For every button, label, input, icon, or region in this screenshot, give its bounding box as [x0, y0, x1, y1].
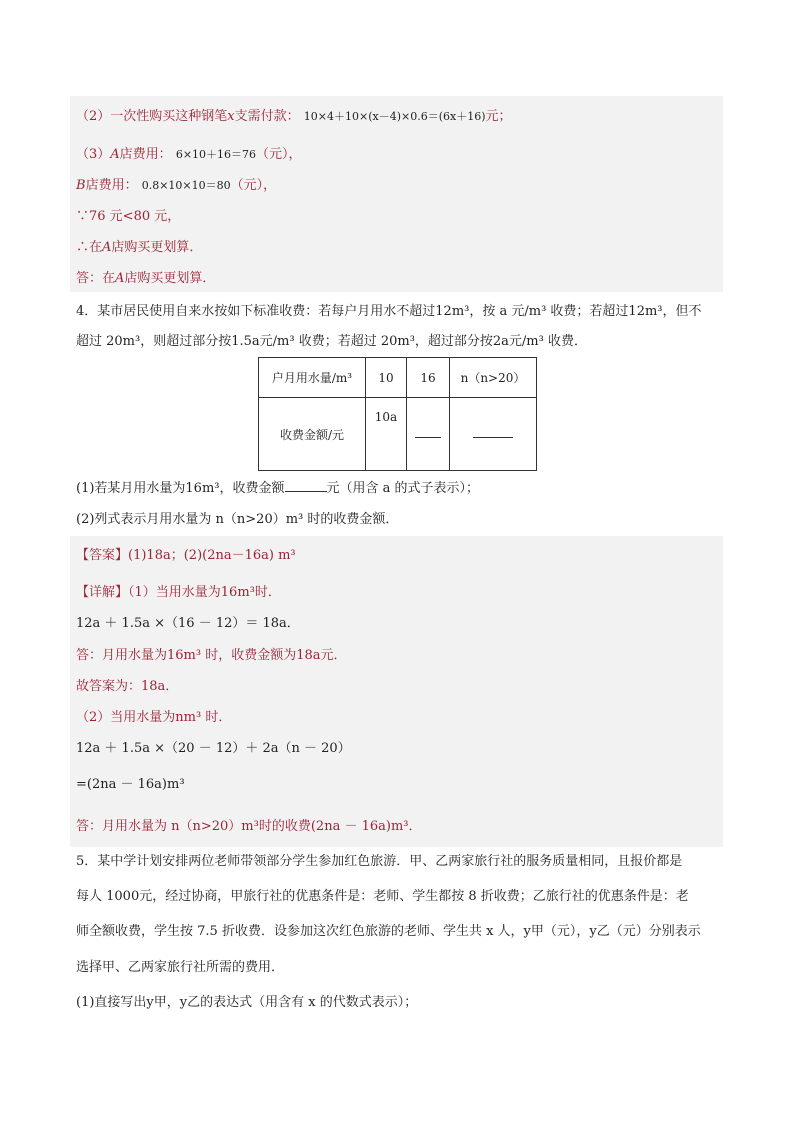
- table-row-label-fee: 收费金额/元: [259, 398, 366, 471]
- sol4-calc-7: 答：月用水量为 n（n>20）m³时的收费(2na － 16a)m³．: [76, 819, 422, 834]
- sol3-line-5-pre: ∴在: [76, 240, 103, 255]
- table-header-10: 10: [366, 358, 407, 398]
- sol3-line-2-unit: （元），: [256, 147, 302, 162]
- sol3-line-1-mid: 支需付款：: [234, 109, 300, 124]
- sol3-line-2-mid: 店费用：: [119, 147, 172, 162]
- sol3-line-2-math: 6×10＋16＝76: [175, 148, 257, 161]
- sol3-line-2-a: A: [110, 147, 120, 162]
- answer-label: 【答案】: [76, 548, 129, 563]
- sol4-calc-3: 故答案为：18a．: [76, 679, 179, 694]
- q5-line-3: 师全额收费，学生按 7.5 折收费．设参加这次红色旅游的老师、学生共 x 人，y甲（元），y乙（元）分别表示: [76, 924, 701, 939]
- table-header-n: n（n>20）: [450, 358, 537, 398]
- sol3-line-6: [76, 270, 215, 288]
- q4-part-1: [76, 480, 722, 498]
- table-header-usage: 户月用水量/m³: [259, 358, 366, 398]
- q4-line-1: 4．某市居民使用自来水按如下标准收费：若每户月用水不超过12m³，按 a 元/m³ 收费；若超过12m³，但不: [76, 304, 702, 319]
- table-header-16: 16: [407, 358, 450, 398]
- sol3-line-1-unit: 元；: [485, 109, 512, 124]
- sol4-answer: [76, 547, 296, 565]
- sol4-calc-1: 12a ＋ 1.5a ×（16 － 12）＝ 18a．: [76, 616, 300, 631]
- sol3-line-1-label: （2）一次性购买这种钢笔: [76, 109, 228, 124]
- sol3-line-6-post: 店购买更划算．: [124, 271, 216, 286]
- table-cell-10a-text: 10a: [374, 410, 398, 424]
- sol4-calc-4: （2）当用水量为nm³ 时．: [76, 710, 232, 725]
- sol3-line-2-label: （3）: [76, 147, 111, 162]
- q4-part-1-pre: (1)若某月用水量为16m³，收费金额: [76, 481, 285, 496]
- q4-part-2: (2)列式表示月用水量为 n（n>20）m³ 时的收费金额．: [76, 512, 399, 527]
- sol3-line-6-pre: 答：在: [76, 271, 116, 286]
- table-cell-n-blank: [450, 398, 537, 471]
- sol3-line-3-math: 0.8×10×10＝80: [141, 179, 231, 192]
- sol3-line-1-math: 10×4＋10×(x－4)×0.6＝(6x＋16): [303, 110, 486, 123]
- answer-text: (1)18a；(2)(2na－16a) m³: [128, 548, 296, 563]
- sol3-line-5-a: A: [102, 240, 112, 255]
- sol4-calc-5: 12a ＋ 1.5a ×（20 － 12）＋ 2a（n － 20）: [76, 741, 351, 756]
- sol3-line-6-a: A: [115, 271, 125, 286]
- q4-line-2: 超过 20m³，则超过部分按1.5a元/m³ 收费；若超过 20m³，超过部分按2a元/m³ 收费．: [76, 334, 587, 349]
- sol4-calc-2: 答：月用水量为16m³ 时，收费金额为18a元．: [76, 648, 347, 663]
- q5-line-4: 选择甲、乙两家旅行社所需的费用．: [76, 960, 285, 975]
- detail-text: （1）当用水量为16m³时．: [128, 585, 281, 600]
- q5-line-1: 5．某中学计划安排两位老师带领部分学生参加红色旅游．甲、乙两家旅行社的服务质量相同，且报价都是: [76, 854, 683, 869]
- sol3-line-1: [76, 108, 512, 126]
- sol3-line-3-unit: （元），: [230, 178, 277, 193]
- blank-line: [473, 437, 513, 438]
- sol3-line-5-post: 店购买更划算．: [111, 240, 203, 255]
- detail-label: 【详解】: [76, 585, 129, 600]
- table-cell-16-blank: [407, 398, 450, 471]
- answer-blank: [285, 491, 327, 492]
- blank-line: [415, 437, 441, 438]
- sol3-line-3-mid: 店费用：: [85, 178, 138, 193]
- sol3-line-1-var: x: [227, 109, 235, 124]
- sol4-detail: [76, 584, 281, 602]
- table-cell-10a: [366, 398, 407, 471]
- q5-line-5: (1)直接写出y甲，y乙的表达式（用含有 x 的代数式表示）；: [76, 995, 418, 1010]
- q4-part-1-post: 元（用含 a 的式子表示）；: [326, 481, 480, 496]
- sol3-line-4: ∵76 元<80 元，: [76, 209, 181, 224]
- sol3-line-2: [76, 146, 302, 164]
- sol3-line-5: [76, 239, 202, 257]
- sol4-calc-6: =(2na － 16a)m³: [76, 777, 185, 792]
- fee-table: [258, 357, 537, 471]
- sol3-line-3: [76, 177, 276, 195]
- q5-line-2: 每人 1000元，经过协商，甲旅行社的优惠条件是：老师、学生都按 8 折收费；乙旅行社的优惠条件是：老: [76, 889, 689, 904]
- sol3-line-3-b: B: [76, 178, 86, 193]
